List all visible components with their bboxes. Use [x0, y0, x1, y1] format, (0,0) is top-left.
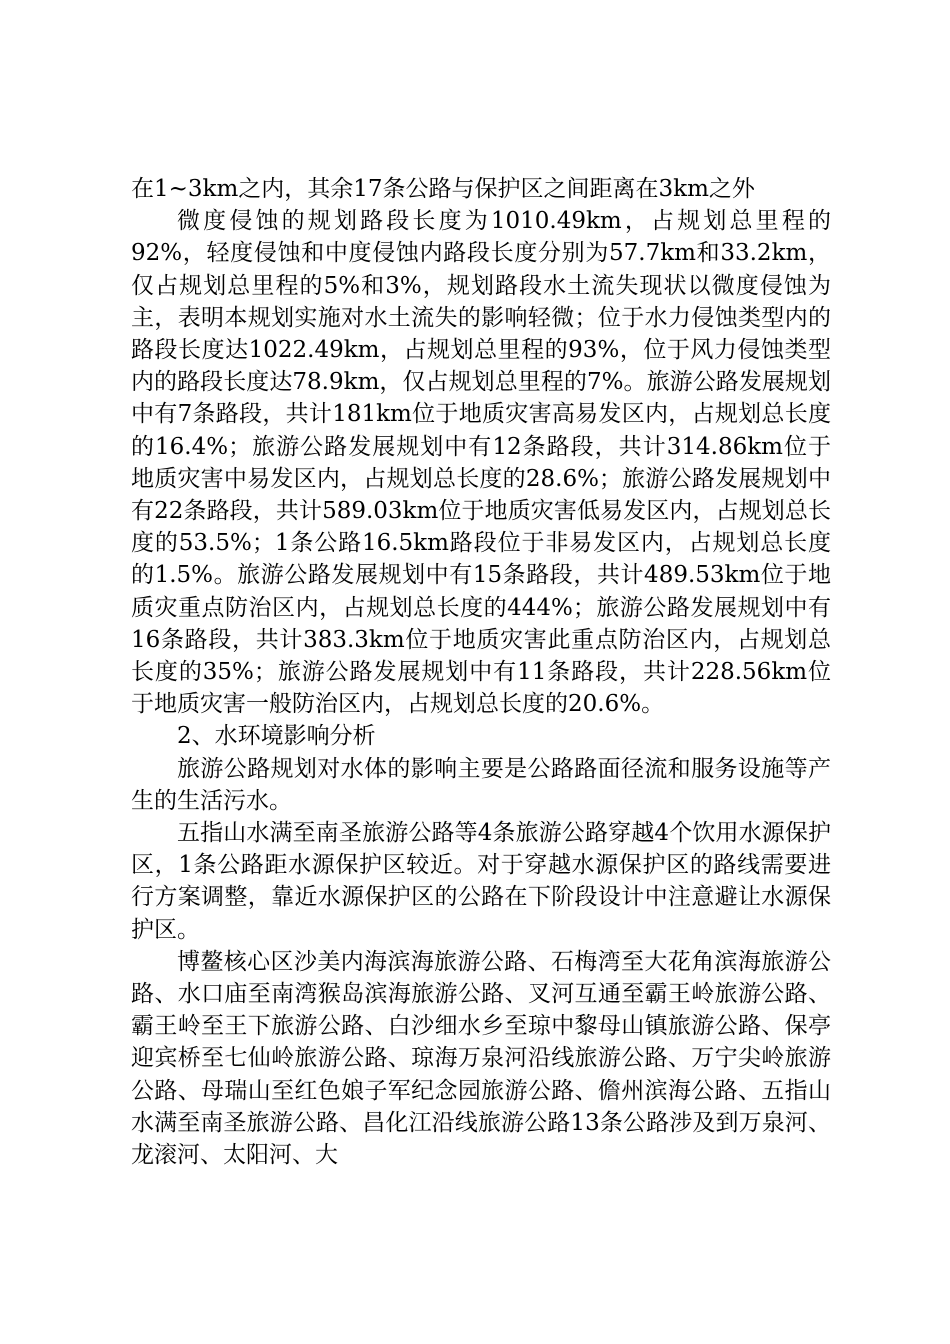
section-heading-water-environment: 2、水环境影响分析 [177, 723, 376, 750]
paragraph-erosion-hazard: 微度侵蚀的规划路段长度为1010.49km，占规划总里程的92%，轻度侵蚀和中度侵蚀内路段长度分别为57.7km和33.2km，仅占规划总里程的5%和3%，规划路段水土流失现状以微度侵蚀为主，表明本规划实施对水土流失的影响轻微；位于水力侵蚀类型内的路段长度达1022.49km，占规划总里程的93%，位于风力侵蚀类型内的路段长度达78.9km，仅占规划总里程的7%。旅游公路发展规划中有7条路段，共计181km位于地质灾害高易发区内，占规划总长度的16.4%；旅游公路发展规划中有12条路段，共计314.86km位于地质灾害中易发区内，占规划总长度的28.6%；旅游公路发展规划中有22条路段，共计589.03km位于地质灾害低易发区内，占规划总长度的53.5%；1条公路16.5km路段位于非易发区内，占规划总长度的1.5%。旅游公路发展规划中有15条路段，共计489.53km位于地质灾重点防治区内，占规划总长度的444%；旅游公路发展规划中有16条路段，共计383.3km位于地质灾害此重点防治区内，占规划总长度的35%；旅游公路发展规划中有11条路段，共计228.56km位于地质灾害一般防治区内，占规划总长度的20.6%。 [131, 208, 831, 718]
body-text [131, 173, 831, 1171]
paragraph-continuation: 在1~3km之内，其余17条公路与保护区之间距离在3km之外 [131, 176, 755, 202]
paragraph-water-source-protection: 五指山水满至南圣旅游公路等4条旅游公路穿越4个饮用水源保护区，1条公路距水源保护区较近。对于穿越水源保护区的路线需要进行方案调整，靠近水源保护区的公路在下阶段设计中注意避让水源保护区。 [131, 820, 831, 943]
paragraph-water-impact: 旅游公路规划对水体的影响主要是公路路面径流和服务设施等产生的生活污水。 [131, 755, 831, 814]
paragraph-rivers: 博鳌核心区沙美内海滨海旅游公路、石梅湾至大花角滨海旅游公路、水口庙至南湾猴岛滨海旅游公路、叉河互通至霸王岭旅游公路、霸王岭至王下旅游公路、白沙细水乡至琼中黎母山镇旅游公路、保亭迎宾桥至七仙岭旅游公路、琼海万泉河沿线旅游公路、万宁尖岭旅游公路、母瑞山至红色娘子军纪念园旅游公路、儋州滨海公路、五指山水满至南圣旅游公路、昌化江沿线旅游公路13条公路涉及到万泉河、龙滚河、太阳河、大 [131, 948, 831, 1169]
